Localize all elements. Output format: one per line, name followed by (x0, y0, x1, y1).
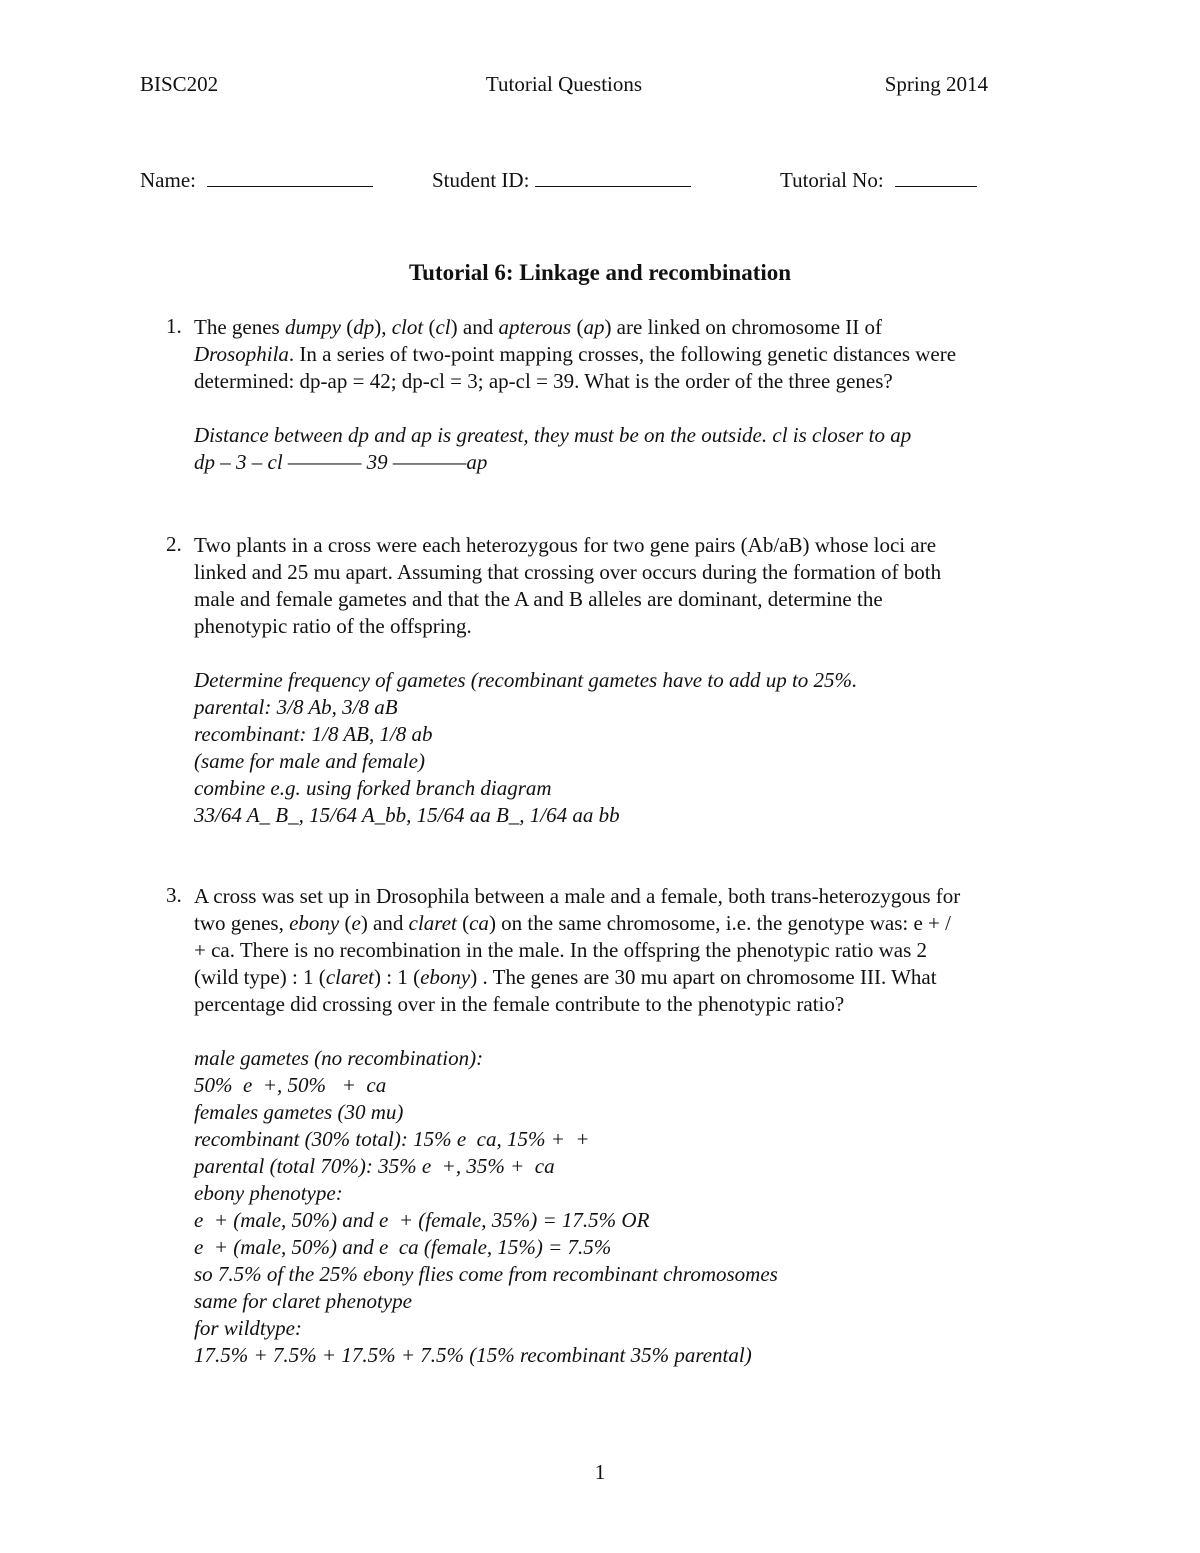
question-number: 3. (166, 883, 182, 907)
answer-line: females gametes (30 mu) (194, 1100, 404, 1124)
page-number: 1 (594, 1460, 606, 1484)
question-line (194, 937, 1070, 964)
question-line (194, 368, 1070, 395)
answer-line: combine e.g. using forked branch diagram (194, 776, 552, 800)
question-line (194, 883, 1070, 910)
italic-term: e (351, 911, 361, 935)
answer-line: recombinant (30% total): 15% e ca, 15% + + (194, 1127, 590, 1151)
tutorial-no-field (780, 168, 977, 193)
answer-line: for wildtype: (194, 1316, 302, 1340)
answer-line: same for claret phenotype (194, 1289, 412, 1313)
tutorial-no-blank (895, 168, 977, 187)
page-header (140, 72, 988, 100)
answer-line: dp – 3 – cl ––––––– 39 –––––––ap (194, 450, 488, 474)
text-segment: two genes, (194, 911, 290, 935)
question-line (194, 991, 1070, 1018)
text-segment: The genes (194, 315, 285, 339)
question-1 (140, 314, 1070, 476)
italic-term: Drosophila (194, 342, 289, 366)
name-blank (207, 168, 373, 187)
italic-term: dp (353, 315, 375, 339)
text-segment: ) and (360, 911, 409, 935)
question-text (194, 314, 1070, 395)
text-segment: ) on the same chromosome, i.e. the genotype was: e + / (488, 911, 951, 935)
text-segment: (wild type) : 1 ( (194, 965, 326, 989)
student-id-field (432, 168, 691, 193)
italic-term: dumpy (284, 315, 341, 339)
italic-term: claret (408, 911, 457, 935)
answer-line: (same for male and female) (194, 749, 425, 773)
italic-term: claret (325, 965, 375, 989)
answer-line: recombinant: 1/8 AB, 1/8 ab (194, 722, 433, 746)
text-segment: ( (571, 315, 584, 339)
answer-line: e + (male, 50%) and e ca (female, 15%) = 7.5% (194, 1235, 612, 1259)
answer-line: Determine frequency of gametes (recombinant gametes have to add up to 25%. (194, 668, 858, 692)
italic-term: ebony (289, 911, 340, 935)
answer-line: 17.5% + 7.5% + 17.5% + 7.5% (15% recombinant 35% parental) (194, 1343, 752, 1367)
answer (194, 422, 1070, 476)
question-text (194, 883, 1070, 1018)
question-text (194, 532, 1070, 640)
question-number: 2. (166, 532, 182, 556)
text-segment: ( (456, 911, 470, 935)
text-segment: ) are linked on chromosome II of (604, 315, 883, 339)
question-2 (140, 532, 1070, 829)
italic-term: cl (435, 315, 451, 339)
answer-line: 33/64 A_ B_, 15/64 A_bb, 15/64 aa B_, 1/64 aa bb (194, 803, 620, 827)
answer-line: 50% e +, 50% + ca (194, 1073, 387, 1097)
text-segment: ) . The genes are 30 mu apart on chromosome III. What (470, 965, 937, 989)
question-line (194, 314, 1070, 341)
course-code: BISC202 (140, 72, 219, 96)
italic-term: ebony (420, 965, 471, 989)
answer-line: ebony phenotype: (194, 1181, 343, 1205)
question-line (194, 910, 1070, 937)
text-segment: percentage did crossing over in the female contribute to the phenotypic ratio? (194, 992, 845, 1016)
italic-term: clot (391, 315, 424, 339)
answer-line: Distance between dp and ap is greatest, they must be on the outside. cl is closer to ap (194, 423, 912, 447)
text-segment: ), (374, 315, 392, 339)
question-line (194, 964, 1070, 991)
answer-line: parental (total 70%): 35% e +, 35% + ca (194, 1154, 555, 1178)
text-segment: ( (339, 911, 352, 935)
answer (194, 667, 1070, 829)
answer (194, 1045, 1070, 1369)
question-line: phenotypic ratio of the offspring. (194, 614, 472, 638)
question-number: 1. (166, 314, 182, 338)
answer-line: so 7.5% of the 25% ebony flies come from recombinant chromosomes (194, 1262, 778, 1286)
text-segment: ) and (450, 315, 499, 339)
text-segment: ) : 1 ( (374, 965, 421, 989)
answer-line: e + (male, 50%) and e + (female, 35%) = 17.5% OR (194, 1208, 650, 1232)
text-segment: determined: dp-ap = 42; dp-cl = 3; ap-cl = 39. What is the order of the three genes? (194, 369, 893, 393)
text-segment: ( (423, 315, 436, 339)
term: Spring 2014 (884, 72, 988, 96)
text-segment: A cross was set up in Drosophila between a male and a female, both trans-heterozygous for (194, 884, 961, 908)
document-type: Tutorial Questions (485, 72, 643, 96)
question-line: male and female gametes and that the A and B alleles are dominant, determine the (194, 587, 883, 611)
question-3 (140, 883, 1070, 1369)
student-id-label: Student ID: (432, 168, 530, 192)
student-fields (140, 168, 988, 196)
question-line: linked and 25 mu apart. Assuming that crossing over occurs during the formation of both (194, 560, 942, 584)
italic-term: ap (583, 315, 605, 339)
name-field (140, 168, 373, 193)
question-line: Two plants in a cross were each heterozygous for two gene pairs (Ab/aB) whose loci are (194, 533, 937, 557)
question-line (194, 341, 1070, 368)
tutorial-no-label: Tutorial No: (780, 168, 884, 192)
italic-term: ca (469, 911, 489, 935)
text-segment: + ca. There is no recombination in the male. In the offspring the phenotypic ratio was 2 (194, 938, 928, 962)
text-segment: . In a series of two-point mapping crosses, the following genetic distances were (288, 342, 957, 366)
name-label: Name: (140, 168, 196, 192)
answer-line: parental: 3/8 Ab, 3/8 aB (194, 695, 398, 719)
text-segment: ( (340, 315, 354, 339)
italic-term: apterous (498, 315, 572, 339)
student-id-blank (535, 168, 691, 187)
page-title: Tutorial 6: Linkage and recombination (408, 260, 792, 285)
answer-line: male gametes (no recombination): (194, 1046, 484, 1070)
